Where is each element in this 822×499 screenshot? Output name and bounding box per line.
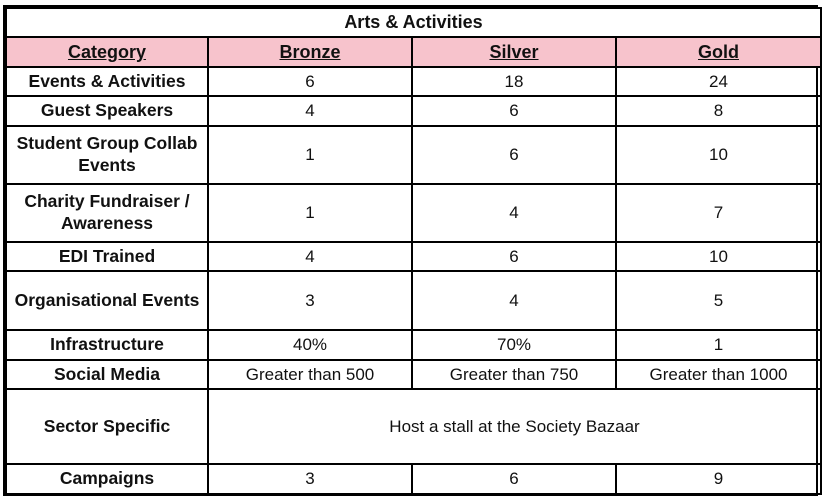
row-label: Organisational Events [6,271,208,330]
table-row [6,389,821,464]
bronze-cell: 4 [208,96,412,126]
spreadsheet-table-container [3,5,818,496]
table-row [6,184,821,242]
silver-cell: 6 [412,96,616,126]
gold-cell: 1 [616,330,821,360]
header-silver-label: Silver [489,41,539,62]
row-label: EDI Trained [6,242,208,271]
gold-cell: Greater than 1000 [616,360,821,389]
header-row [6,37,821,67]
bronze-cell: 3 [208,271,412,330]
silver-cell: 4 [412,271,616,330]
silver-cell: 70% [412,330,616,360]
table-row [6,271,821,330]
table-row [6,126,821,184]
row-label: Student Group Collab Events [6,126,208,184]
table-row [6,330,821,360]
header-bronze [208,37,412,67]
gold-cell: 10 [616,126,821,184]
silver-cell: 6 [412,464,616,494]
row-label: Events & Activities [6,67,208,96]
bronze-cell: 6 [208,67,412,96]
table-title: Arts & Activities [6,8,821,37]
merged-requirement-cell: Host a stall at the Society Bazaar [208,389,821,464]
row-label: Infrastructure [6,330,208,360]
gold-cell: 7 [616,184,821,242]
gold-cell: 9 [616,464,821,494]
table-row [6,464,821,494]
header-bronze-label: Bronze [279,41,341,62]
header-category [6,37,208,67]
gold-cell: 5 [616,271,821,330]
silver-cell: 6 [412,242,616,271]
arts-activities-table [5,7,822,495]
header-gold [616,37,821,67]
row-label: Charity Fundraiser / Awareness [6,184,208,242]
silver-cell: 18 [412,67,616,96]
table-row [6,242,821,271]
table-row [6,96,821,126]
row-label: Sector Specific [6,389,208,464]
row-label: Campaigns [6,464,208,494]
bronze-cell: Greater than 500 [208,360,412,389]
gold-cell: 8 [616,96,821,126]
silver-cell: Greater than 750 [412,360,616,389]
bronze-cell: 3 [208,464,412,494]
table-row [6,360,821,389]
header-category-label: Category [67,41,147,62]
bronze-cell: 1 [208,184,412,242]
gold-cell: 24 [616,67,821,96]
row-label: Social Media [6,360,208,389]
bronze-cell: 40% [208,330,412,360]
header-silver [412,37,616,67]
header-gold-label: Gold [698,41,739,62]
silver-cell: 4 [412,184,616,242]
gold-cell: 10 [616,242,821,271]
bronze-cell: 1 [208,126,412,184]
silver-cell: 6 [412,126,616,184]
table-row [6,67,821,96]
title-row [6,8,821,37]
row-label: Guest Speakers [6,96,208,126]
bronze-cell: 4 [208,242,412,271]
